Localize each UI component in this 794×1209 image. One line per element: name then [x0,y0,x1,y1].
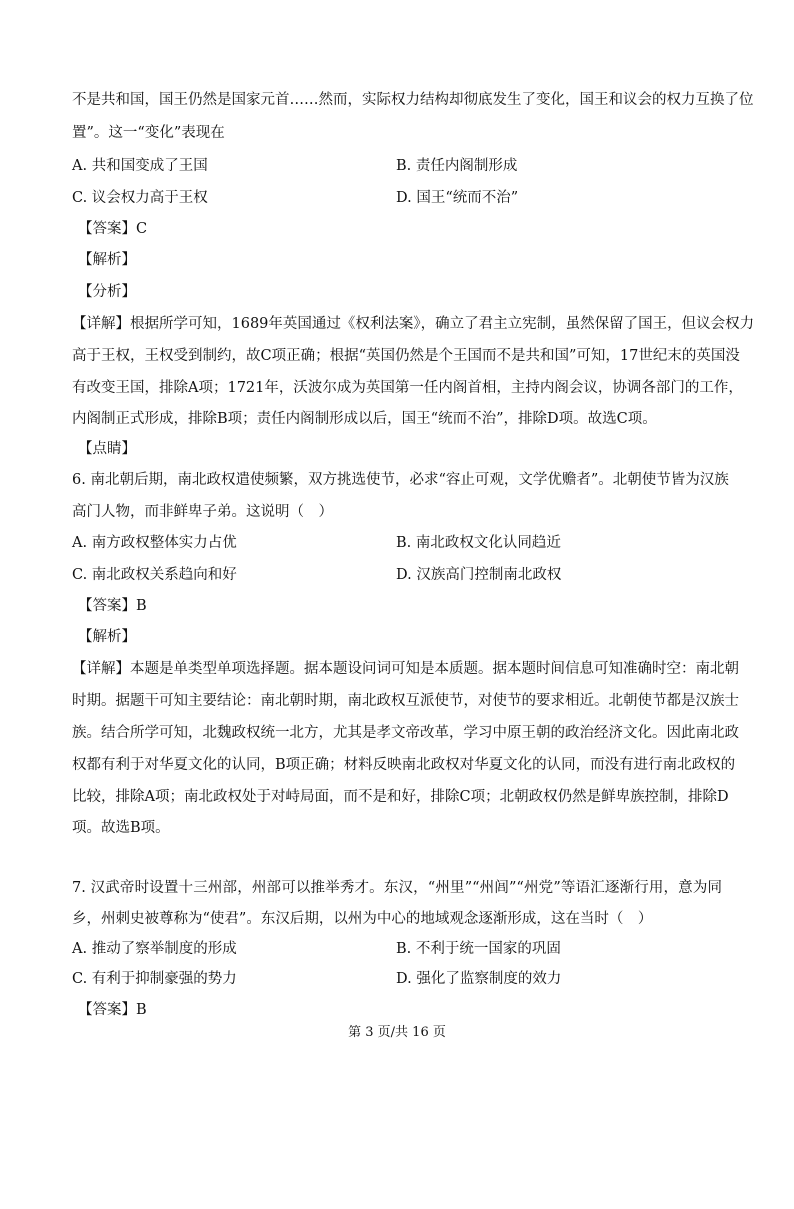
q5-option-b: B. 责任内阁制形成 [396,158,518,174]
q6-detail-line-4: 权都有利于对华夏文化的认同，B项正确；材料反映南北政权对华夏文化的认同，而没有进行南北政权的 [72,757,736,773]
q7-option-c: C. 有利于抑制豪强的势力 [72,971,237,987]
q5-dianjing-label: 【点睛】 [78,441,136,457]
q7-stem-line-1: 7. 汉武帝时设置十三州部，州部可以推举秀才。东汉，“州里”“州闾”“州党”等语汇逐渐行用，意为同 [72,880,722,896]
q7-option-d: D. 强化了监察制度的效力 [396,971,562,987]
q5-jiexi-label: 【解析】 [78,252,136,268]
q5-stem-line-1: 不是共和国，国王仍然是国家元首……然而，实际权力结构却彻底发生了变化，国王和议会的权力互换了位 [72,92,754,108]
page-footer: 第 3 页/共 16 页 [348,1025,446,1040]
q6-detail-line-2: 时期。据题干可知主要结论：南北朝时期，南北政权互派使节，对使节的要求相近。北朝使节都是汉族士 [72,693,739,709]
q6-jiexi-label: 【解析】 [78,629,136,645]
q5-answer: 【答案】C [78,221,148,237]
q5-stem-line-2: 置”。这一“变化”表现在 [72,125,225,141]
q6-stem-line-2: 高门人物，而非鲜卑子弟。这说明（ ） [72,504,333,520]
q6-detail-line-6: 项。故选B项。 [72,820,170,836]
q5-fenxi-label: 【分析】 [78,284,136,300]
q6-detail-line-1: 【详解】本题是单类型单项选择题。据本题设问词可知是本质题。据本题时间信息可知准确时空：南北朝 [72,661,739,677]
q7-option-b: B. 不利于统一国家的巩固 [396,941,561,957]
q7-answer: 【答案】B [78,1002,147,1018]
q6-option-a: A. 南方政权整体实力占优 [72,535,237,551]
q6-answer: 【答案】B [78,598,147,614]
q7-option-a: A. 推动了察举制度的形成 [72,941,237,957]
q5-detail-line-3: 有改变王国，排除A项；1721年，沃波尔成为英国第一任内阁首相，主持内阁会议，协调各部门的工作， [72,380,743,396]
q5-detail-line-4: 内阁制正式形成，排除B项；责任内阁制形成以后，国王“统而不治”，排除D项。故选C项。 [72,411,657,427]
q5-option-a: A. 共和国变成了王国 [72,158,208,174]
q6-stem-line-1: 6. 南北朝后期，南北政权遣使频繁，双方挑选使节，必求“容止可观，文学优赡者”。北朝使节皆为汉族 [72,472,729,488]
q5-option-d: D. 国王“统而不治” [396,190,519,206]
q6-detail-line-5: 比较，排除A项；南北政权处于对峙局面，而不是和好，排除C项；北朝政权仍然是鲜卑族控制，排除D [72,789,729,805]
q6-option-c: C. 南北政权关系趋向和好 [72,567,237,583]
q6-option-d: D. 汉族高门控制南北政权 [396,567,562,583]
q5-detail-line-2: 高于王权，王权受到制约，故C项正确；根据“英国仍然是个王国而不是共和国”可知，17世纪末的英国没 [72,348,740,364]
q6-option-b: B. 南北政权文化认同趋近 [396,535,561,551]
q5-detail-line-1: 【详解】根据所学可知，1689年英国通过《权利法案》，确立了君主立宪制，虽然保留了国王，但议会权力 [72,316,755,332]
q5-option-c: C. 议会权力高于王权 [72,190,208,206]
q6-detail-line-3: 族。结合所学可知，北魏政权统一北方，尤其是孝文帝改革，学习中原王朝的政治经济文化。因此南北政 [72,725,739,741]
q7-stem-line-2: 乡，州刺史被尊称为“使君”。东汉后期，以州为中心的地域观念逐渐形成，这在当时（ ） [72,911,653,927]
